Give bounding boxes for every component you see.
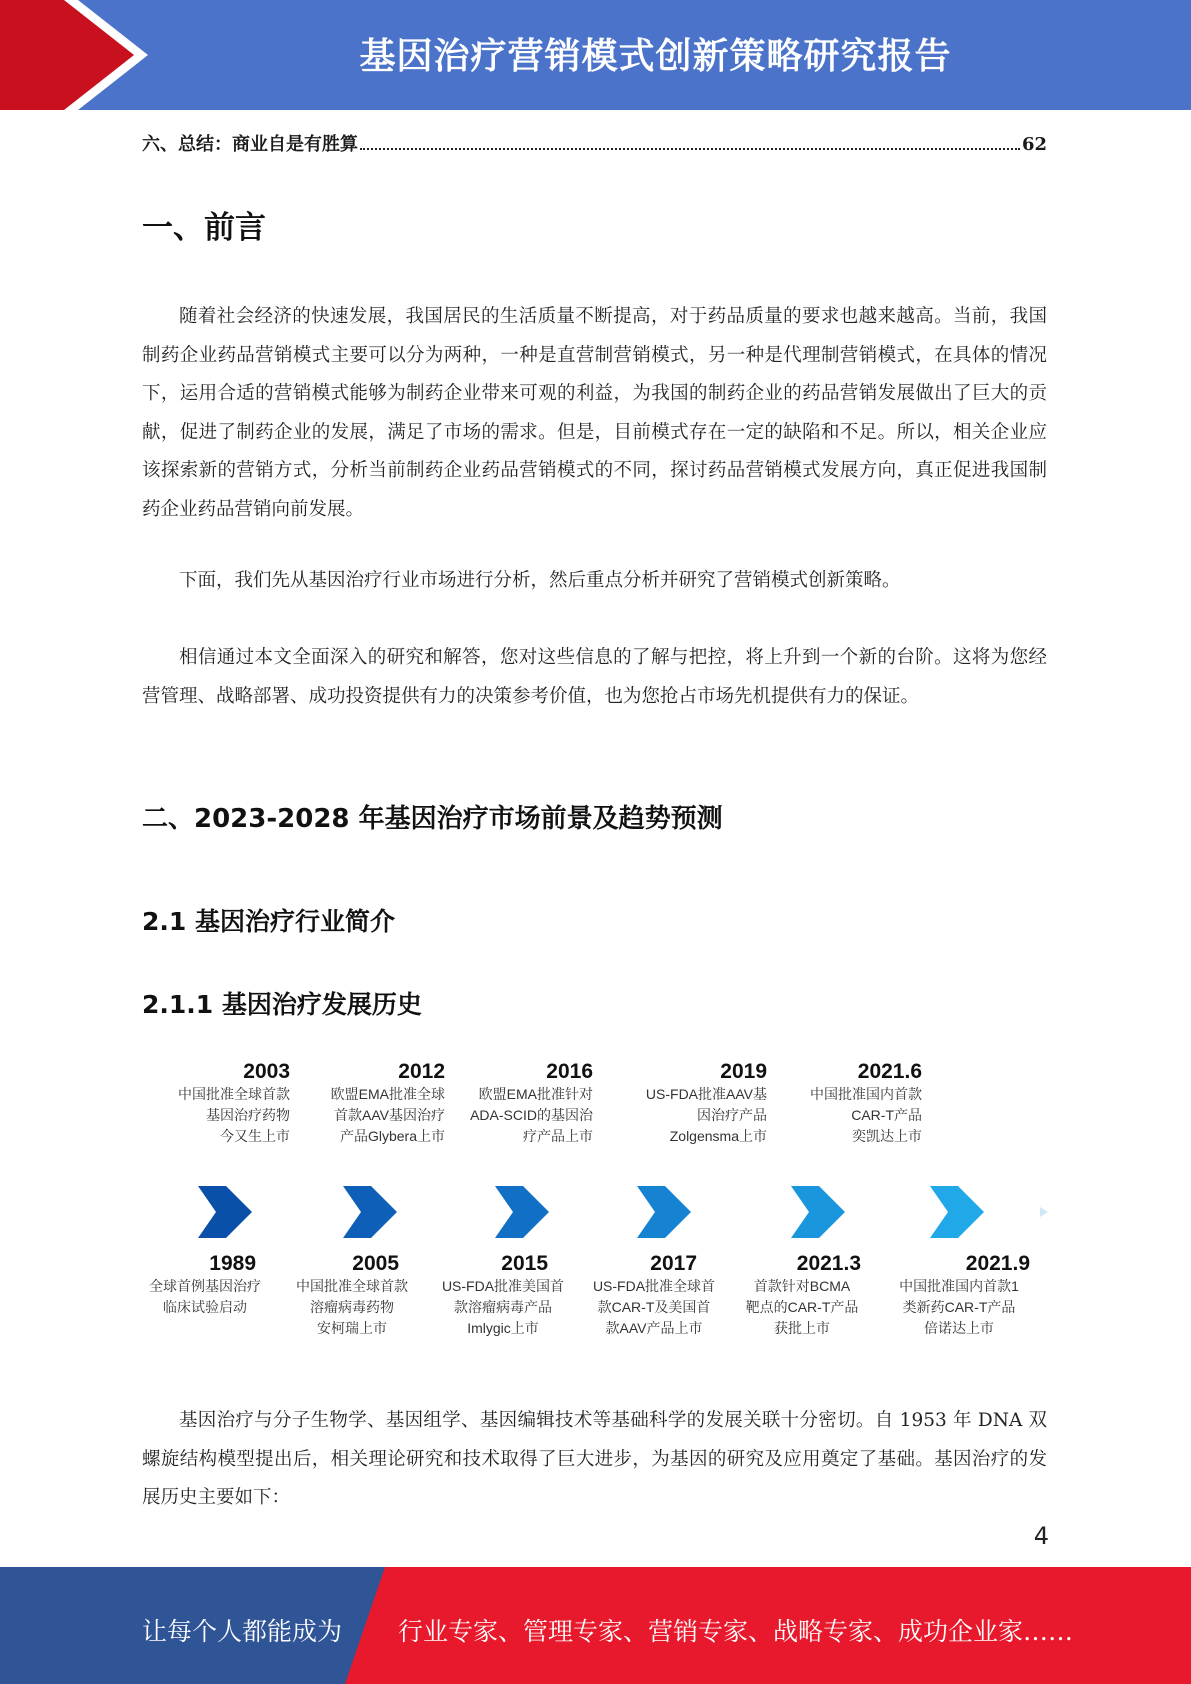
timeline-year: 1989	[209, 1252, 256, 1275]
toc-leader-dots	[360, 148, 1020, 150]
preface-paragraph-3: 相信通过本文全面深入的研究和解答，您对这些信息的了解与把控，将上升到一个新的台阶。这将为您经营管理、战略部署、成功投资提供有力的决策参考价值，也为您抢占市场先机提供有力的保证。	[142, 647, 1047, 707]
preface-paragraph-2: 下面，我们先从基因治疗行业市场进行分析，然后重点分析并研究了营销模式创新策略。	[179, 570, 901, 591]
preface-paragraph-1: 随着社会经济的快速发展，我国居民的生活质量不断提高，对于药品质量的要求也越来越高。当前，我国制药企业药品营销模式主要可以分为两种，一种是直营制营销模式，另一种是代理制营销模式，在具体的情况下，运用合适的营销模式能够为制药企业带来可观的利益，为我国的制药企业的药品营销发展做出了巨大的贡献，促进了制药企业的发展，满足了市场的需求。但是，目前模式存在一定的缺陷和不足。所以，相关企业应该探索新的营销方式，分析当前制药企业药品营销模式的不同，探讨药品营销模式发展方向，真正促进我国制药企业药品营销向前发展。	[142, 306, 1047, 520]
timeline-event-2005	[277, 1252, 427, 1339]
timeline-year: 2015	[501, 1252, 548, 1275]
timeline-desc: 中国批准国内首款1 类新药CAR-T产品 倍诺达上市	[899, 1278, 1019, 1336]
section-heading-preface: 一、前言	[142, 210, 266, 246]
timeline-chevron-icon	[930, 1186, 984, 1238]
subsubsection-heading-history: 2.1.1 基因治疗发展历史	[142, 990, 422, 1019]
timeline-event-2021-3	[727, 1252, 877, 1339]
page-footer	[0, 1567, 1191, 1684]
toc-entry-label: 六、总结：商业自是有胜算	[142, 134, 358, 155]
timeline-year: 2021.9	[965, 1252, 1030, 1275]
section-heading-market-outlook: 二、2023-2028 年基因治疗市场前景及趋势预测	[142, 804, 723, 834]
header-arrow-decoration	[0, 0, 180, 110]
timeline-event-2021-9	[884, 1252, 1034, 1339]
timeline-chevron-icon	[343, 1186, 397, 1238]
history-intro-paragraph: 基因治疗与分子生物学、基因组学、基因编辑技术等基础科学的发展关联十分密切。自 1953 年 DNA 双螺旋结构模型提出后，相关理论研究和技术取得了巨大进步，为基因的研究及应用奠定了基础。基因治疗的发展历史主要如下：	[142, 1410, 1047, 1508]
gene-therapy-timeline	[140, 1052, 1050, 1352]
timeline-desc: 中国批准国内首款 CAR-T产品 奕凯达上市	[810, 1086, 922, 1144]
report-title: 基因治疗营销模式创新策略研究报告	[359, 36, 952, 77]
footer-slogan-right: 行业专家、管理专家、营销专家、战略专家、成功企业家……	[398, 1617, 1074, 1646]
timeline-chevron-icon	[198, 1186, 252, 1238]
page-header	[0, 0, 1191, 110]
timeline-desc: US-FDA批准全球首 款CAR-T及美国首 款AAV产品上市	[592, 1278, 716, 1336]
timeline-year: 2019	[720, 1060, 767, 1083]
timeline-event-2015	[428, 1252, 578, 1339]
timeline-desc: US-FDA批准美国首 款溶瘤病毒产品 Imlygic上市	[441, 1278, 565, 1336]
subsection-heading-industry-intro: 2.1 基因治疗行业简介	[142, 907, 395, 936]
timeline-year: 2021.6	[857, 1060, 922, 1083]
timeline-desc: US-FDA批准AAV基 因治疗产品 Zolgensma上市	[645, 1086, 767, 1144]
timeline-event-1989	[130, 1252, 280, 1318]
timeline-desc: 中国批准全球首款 基因治疗药物 今又生上市	[178, 1086, 290, 1144]
timeline-year: 2017	[650, 1252, 697, 1275]
timeline-year: 2005	[352, 1252, 399, 1275]
timeline-event-2017	[579, 1252, 729, 1339]
timeline-year: 2021.3	[796, 1252, 861, 1275]
toc-entry-page: 62	[1021, 134, 1047, 155]
timeline-year: 2012	[398, 1060, 445, 1083]
timeline-desc: 欧盟EMA批准针对 ADA-SCID的基因治 疗产品上市	[470, 1086, 593, 1144]
footer-slogan-left: 让每个人都能成为	[142, 1617, 343, 1646]
timeline-year: 2016	[546, 1060, 593, 1083]
timeline-desc: 中国批准全球首款 溶瘤病毒药物 安柯瑞上市	[296, 1278, 408, 1336]
toc-entry[interactable]	[142, 130, 1047, 156]
timeline-desc: 全球首例基因治疗 临床试验启动	[149, 1278, 261, 1315]
timeline-desc: 欧盟EMA批准全球 首款AAV基因治疗 产品Glybera上市	[330, 1086, 445, 1144]
timeline-desc: 首款针对BCMA 靶点的CAR-T产品 获批上市	[745, 1278, 859, 1336]
page-number: 4	[1033, 1522, 1049, 1550]
timeline-year: 2003	[243, 1060, 290, 1083]
